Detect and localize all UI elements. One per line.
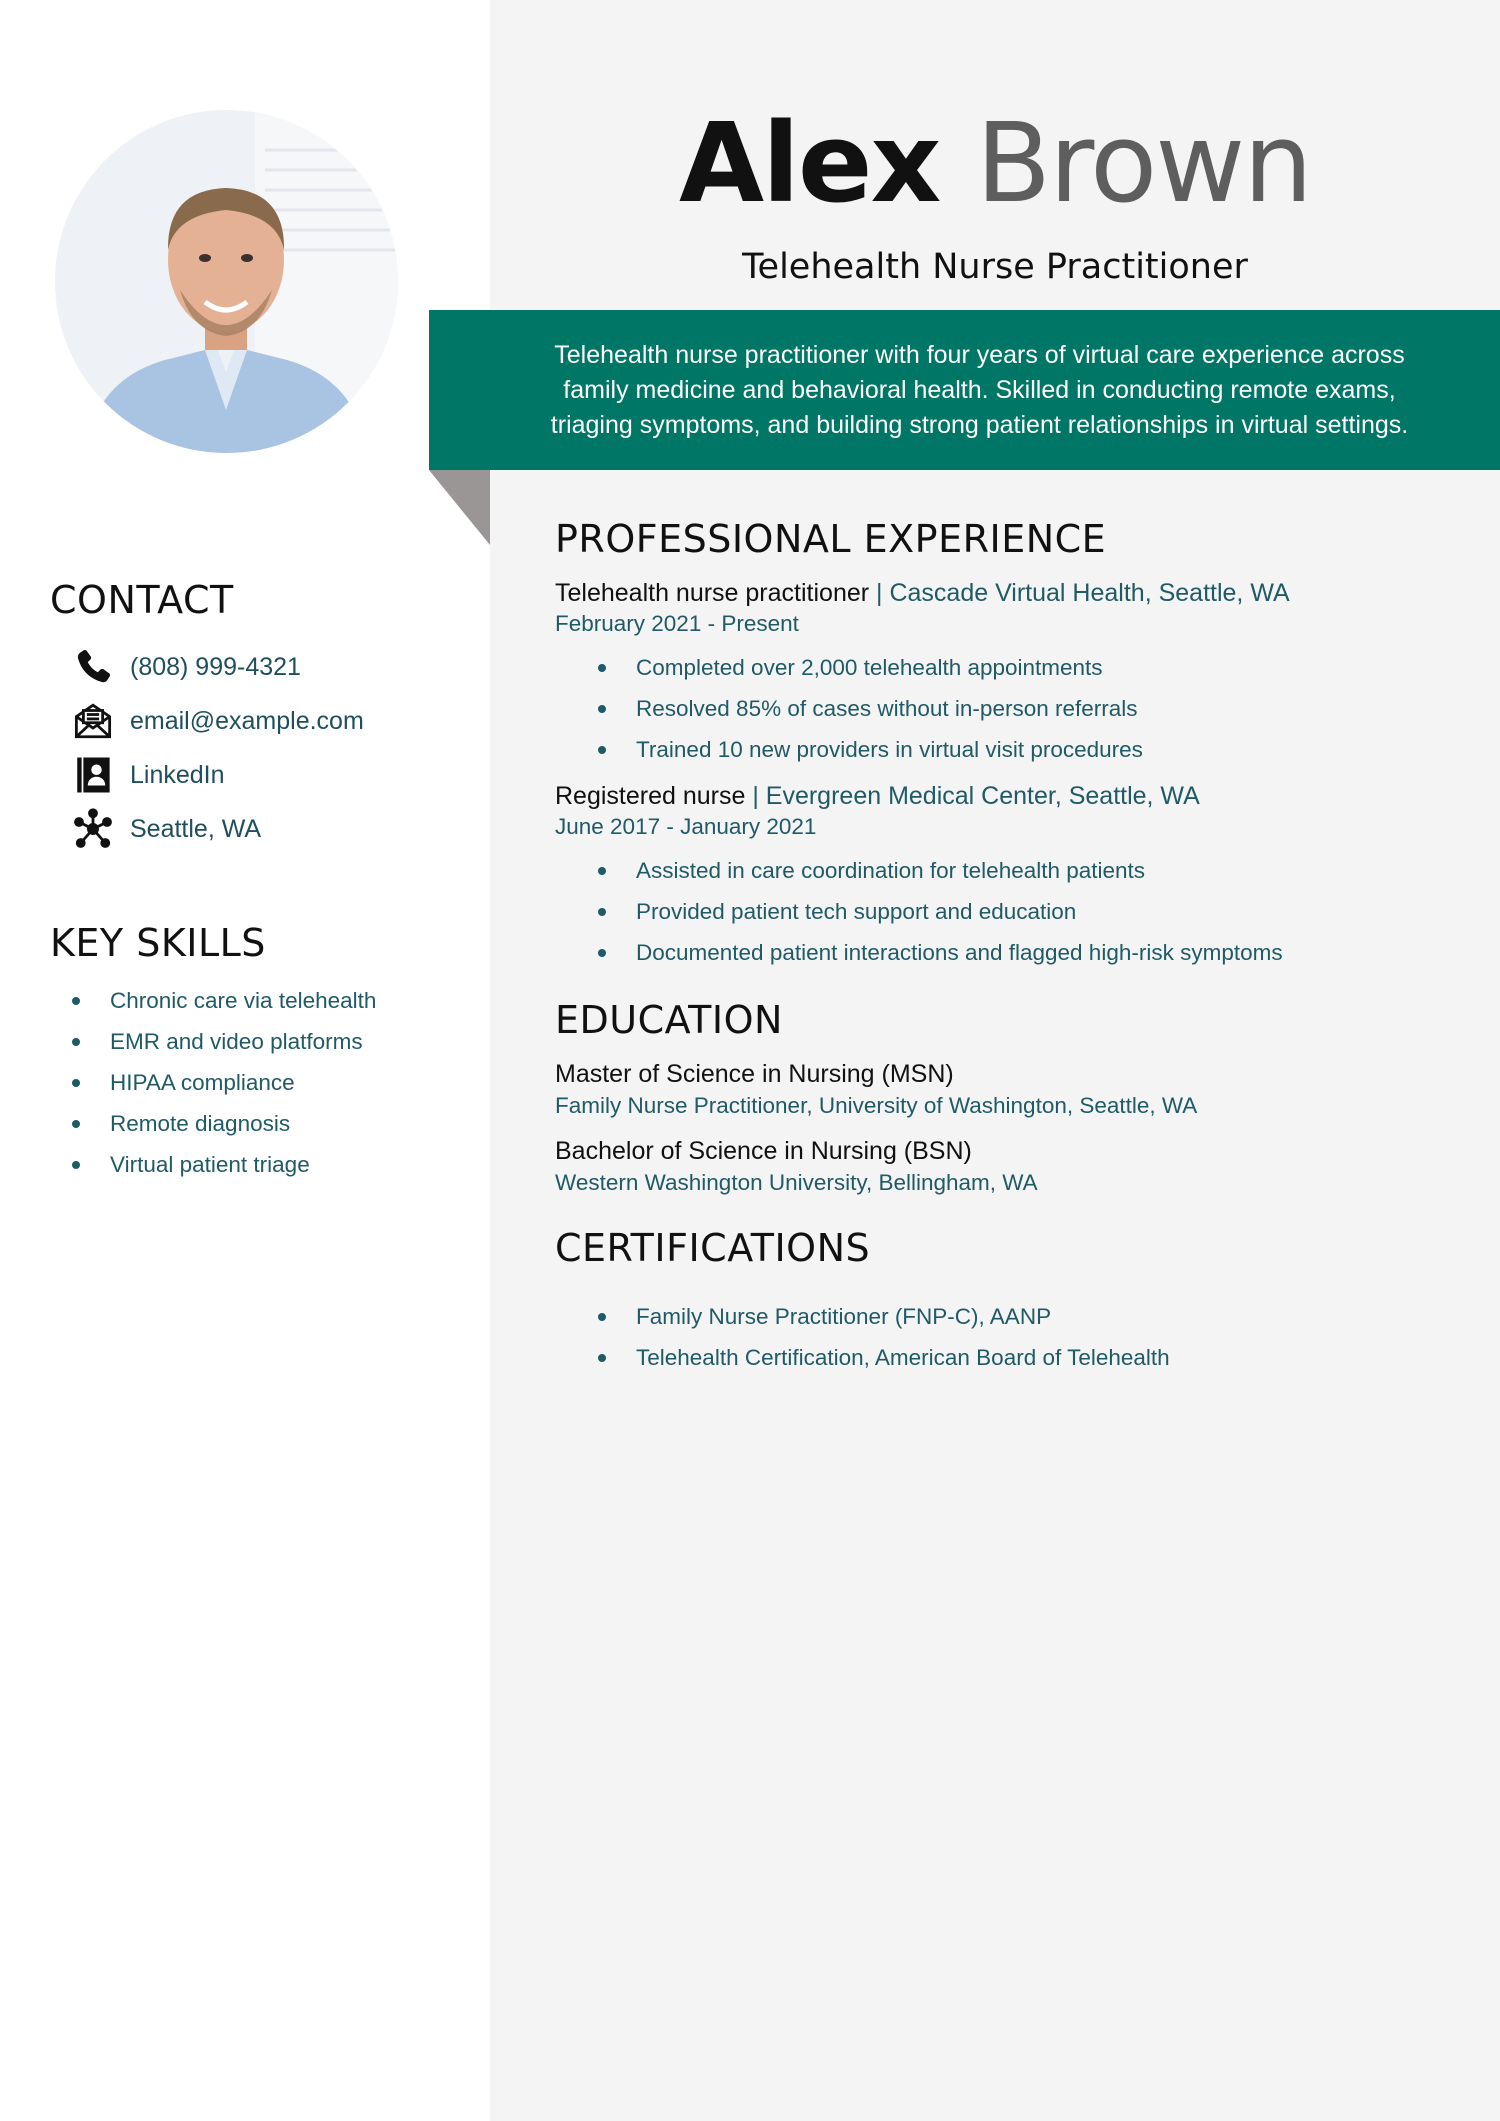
job-2-title: Registered nurse (555, 782, 746, 810)
job-1-bullets (555, 653, 1143, 776)
list-item: HIPAA compliance (72, 1068, 376, 1109)
job-2-bullets (555, 856, 1283, 979)
contact-linkedin[interactable] (70, 748, 364, 802)
contact-email[interactable] (70, 694, 364, 748)
linkedin-contact-icon (70, 752, 116, 798)
contact-linkedin-text: LinkedIn (130, 760, 225, 789)
certifications-list (555, 1302, 1170, 1384)
banner-fold-decoration (429, 470, 490, 545)
list-item: Resolved 85% of cases without in-person referrals (555, 694, 1143, 735)
list-item: EMR and video platforms (72, 1027, 376, 1068)
education-heading: EDUCATION (555, 998, 783, 1042)
job-2-role (555, 780, 1200, 812)
contact-phone[interactable] (70, 640, 364, 694)
experience-heading: PROFESSIONAL EXPERIENCE (555, 517, 1107, 561)
list-item: Telehealth Certification, American Board of Telehealth (555, 1343, 1170, 1384)
list-item: Completed over 2,000 telehealth appointments (555, 653, 1143, 694)
contact-location[interactable] (70, 802, 364, 856)
list-item: Provided patient tech support and education (555, 897, 1283, 938)
job-title: Telehealth Nurse Practitioner (742, 247, 1248, 287)
education-1-school: Family Nurse Practitioner, University of Washington, Seattle, WA (555, 1093, 1198, 1118)
list-item: Chronic care via telehealth (72, 986, 376, 1027)
job-1-title: Telehealth nurse practitioner (555, 579, 870, 607)
contact-location-text: Seattle, WA (130, 814, 262, 843)
first-name: Alex (679, 99, 940, 227)
list-item: Trained 10 new providers in virtual visit procedures (555, 735, 1143, 776)
list-item: Remote diagnosis (72, 1109, 376, 1150)
contact-list (70, 640, 364, 856)
list-item: Documented patient interactions and flagged high-risk symptoms (555, 938, 1283, 979)
certifications-heading: CERTIFICATIONS (555, 1226, 871, 1270)
last-name: Brown (975, 99, 1311, 227)
summary-text: Telehealth nurse practitioner with four years of virtual care experience across family medicine and behavioral health. Skilled in conducting remote exams, triaging symptoms, and building strong patient relationships in virtual settings. (550, 340, 1409, 439)
envelope-icon (70, 698, 116, 744)
key-skills-heading: KEY SKILLS (50, 921, 266, 965)
contact-phone-text: (808) 999-4321 (130, 652, 301, 681)
contact-email-text: email@example.com (130, 706, 364, 735)
phone-icon (70, 644, 116, 690)
job-2-dates: June 2017 - January 2021 (555, 814, 817, 839)
candidate-name (490, 99, 1500, 227)
network-icon (70, 806, 116, 852)
job-2-org: | Evergreen Medical Center, Seattle, WA (745, 782, 1200, 810)
skills-list (72, 986, 376, 1191)
job-1-role (555, 577, 1290, 609)
profile-photo (55, 110, 398, 453)
summary-banner (429, 310, 1500, 470)
list-item: Assisted in care coordination for telehealth patients (555, 856, 1283, 897)
education-1-degree: Master of Science in Nursing (MSN) (555, 1060, 954, 1088)
job-1-org: | Cascade Virtual Health, Seattle, WA (869, 579, 1290, 607)
list-item: Family Nurse Practitioner (FNP-C), AANP (555, 1302, 1170, 1343)
list-item: Virtual patient triage (72, 1150, 376, 1191)
education-2-school: Western Washington University, Bellingham, WA (555, 1170, 1038, 1195)
education-2-degree: Bachelor of Science in Nursing (BSN) (555, 1137, 972, 1165)
contact-heading: CONTACT (50, 578, 234, 622)
job-1-dates: February 2021 - Present (555, 611, 799, 636)
